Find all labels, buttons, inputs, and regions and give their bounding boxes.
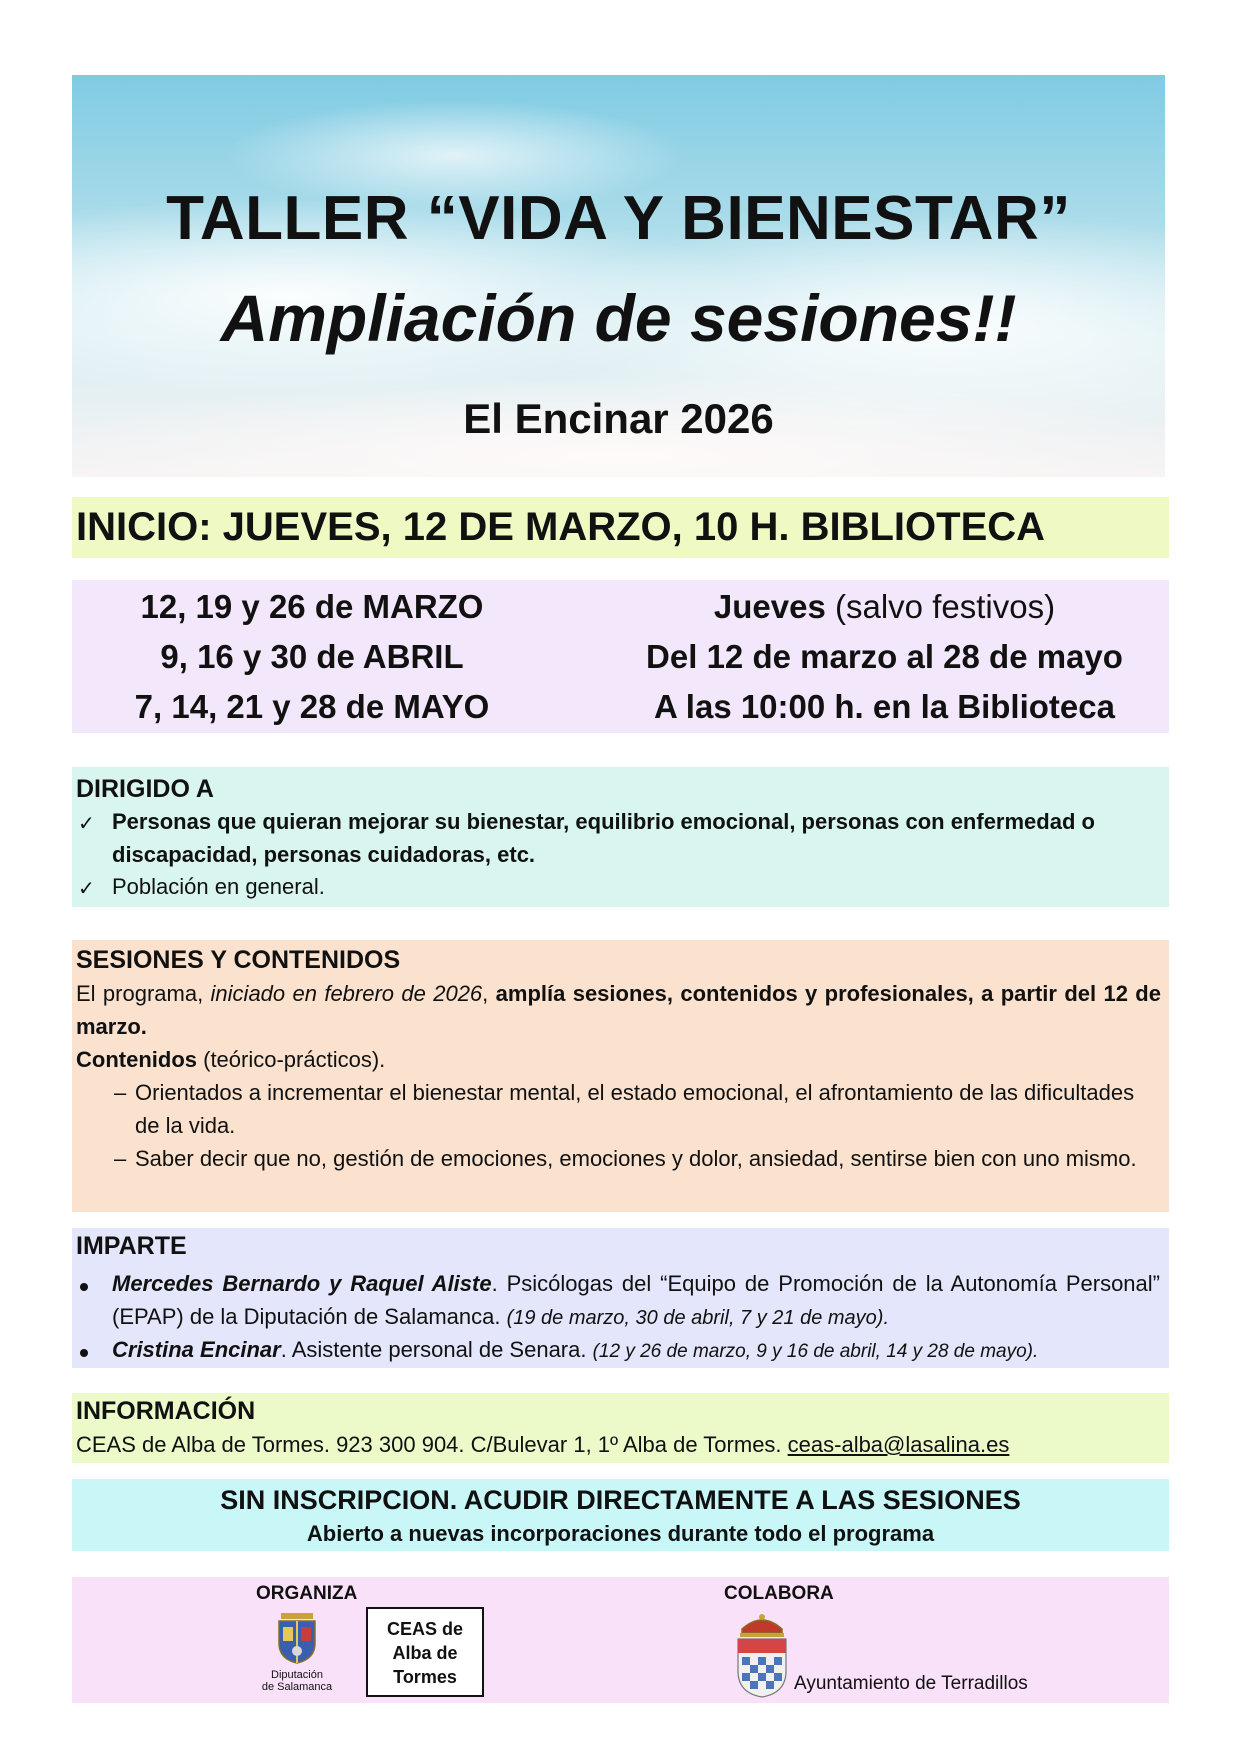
intro-text: El programa, (76, 981, 211, 1006)
contents-item: Orientados a incrementar el bienestar mental, el estado emocional, el afrontamiento de las dificultades de la vida. (135, 1080, 1135, 1138)
open-enrollment-line: Abierto a nuevas incorporaciones durante todo el programa (306, 1521, 935, 1546)
info-section (72, 1393, 1169, 1463)
contents-note: (teórico-prácticos). (197, 1047, 386, 1072)
contact-details: CEAS de Alba de Tormes. 923 300 904. C/Bulevar 1, 1º Alba de Tormes. (76, 1432, 788, 1457)
diputacion-line1: Diputación (271, 1669, 323, 1681)
audience-title: DIRIGIDO A (76, 775, 214, 803)
time-place-line: A las 10:00 h. en la Biblioteca (654, 688, 1115, 725)
instructor-dates: (12 y 26 de marzo, 9 y 16 de abril, 14 y 28 de mayo). (592, 1341, 1039, 1362)
header-banner (72, 75, 1165, 477)
intro-italic: iniciado en febrero de 2026 (210, 981, 483, 1006)
dash-icon: – (114, 1146, 127, 1171)
check-icon: ✓ (78, 878, 95, 900)
ceas-line2: Alba de (392, 1643, 458, 1663)
audience-section (72, 767, 1169, 907)
contents-bold: Contenidos (76, 1047, 197, 1072)
instructor-desc: . Asistente personal de Senara. (280, 1337, 593, 1362)
instructor-dates: (19 de marzo, 30 de abril, 7 y 21 de mayo). (506, 1307, 890, 1329)
info-text (76, 1430, 1009, 1460)
sessions-intro (76, 977, 1161, 1043)
terradillos-coat-of-arms-icon (732, 1611, 792, 1699)
sessions-title: SESIONES Y CONTENIDOS (76, 946, 401, 974)
bullet-icon (80, 1349, 88, 1357)
audience-item: Personas que quieran mejorar su bienestar, equilibrio emocional, personas con enfermedad o discapacidad, personas cuidadoras, etc. (112, 809, 1095, 867)
no-registration-line: SIN INSCRIPCION. ACUDIR DIRECTAMENTE A LAS SESIONES (220, 1485, 1021, 1515)
diputacion-shield-icon (275, 1611, 319, 1665)
sessions-section (72, 940, 1169, 1212)
bullet-icon (80, 1283, 88, 1291)
diputacion-caption (247, 1669, 347, 1693)
audience-item: Población en general. (112, 874, 325, 899)
registration-banner (72, 1479, 1169, 1551)
ayuntamiento-label: Ayuntamiento de Terradillos (794, 1673, 1028, 1694)
instructor-desc: . Psicólogas del “Equipo de Promoción de la Autonomía Personal” (EPAP) de la Diputación de Salamanca. (112, 1271, 1160, 1329)
intro-text: , (482, 981, 496, 1006)
organiza-label: ORGANIZA (256, 1583, 358, 1604)
contents-label (76, 1043, 385, 1076)
intro-bold: amplía sesiones, contenidos y profesionales, a partir del 12 de marzo. (76, 981, 1161, 1039)
dates-april: 9, 16 y 30 de ABRIL (160, 638, 464, 675)
check-icon: ✓ (78, 813, 95, 835)
footer-logos (72, 1577, 1169, 1703)
period-line: Del 12 de marzo al 28 de mayo (646, 638, 1123, 675)
colabora-label: COLABORA (724, 1583, 834, 1604)
instructors-section (72, 1228, 1169, 1368)
info-title: INFORMACIÓN (76, 1397, 256, 1425)
weekday-line (612, 588, 1157, 626)
place-year: El Encinar 2026 (463, 395, 774, 442)
instructor-name: Cristina Encinar (112, 1337, 281, 1362)
contents-item: Saber decir que no, gestión de emociones, emociones y dolor, ansiedad, sentirse bien con uno mismo. (135, 1146, 1137, 1171)
weekday: Jueves (713, 588, 826, 625)
weekday-note: (salvo festivos) (825, 588, 1056, 625)
email-link[interactable]: ceas-alba@lasalina.es (787, 1432, 1010, 1457)
poster-title: TALLER “VIDA Y BIENESTAR” (166, 184, 1071, 253)
instructors-title: IMPARTE (76, 1232, 187, 1260)
ceas-line1: CEAS de (386, 1619, 464, 1639)
dates-section (72, 580, 1169, 733)
start-banner: INICIO: JUEVES, 12 DE MARZO, 10 H. BIBLIOTECA (72, 497, 1169, 558)
diputacion-line2: de Salamanca (261, 1681, 333, 1693)
dates-march: 12, 19 y 26 de MARZO (140, 588, 484, 625)
instructor-item (112, 1333, 1160, 1368)
ceas-line3: Tormes (393, 1667, 457, 1687)
dates-may: 7, 14, 21 y 28 de MAYO (134, 688, 490, 725)
ceas-logo (366, 1607, 484, 1697)
poster-subtitle: Ampliación de sesiones!! (220, 281, 1017, 355)
diputacion-logo (247, 1611, 347, 1701)
instructor-item (112, 1267, 1160, 1335)
instructor-name: Mercedes Bernardo y Raquel Aliste (112, 1271, 492, 1296)
dash-icon: – (114, 1080, 127, 1105)
